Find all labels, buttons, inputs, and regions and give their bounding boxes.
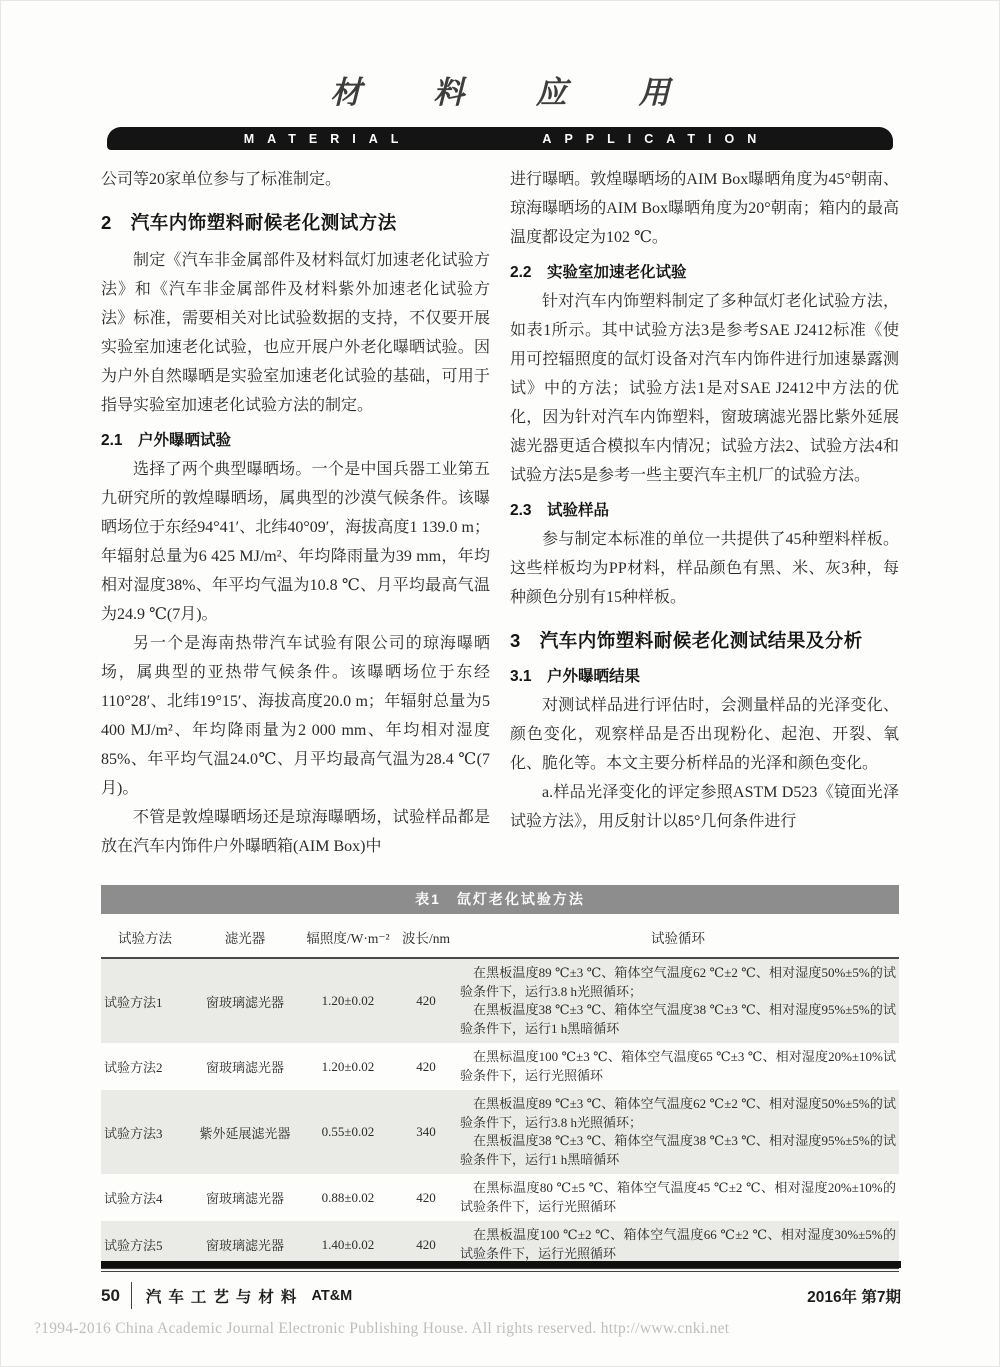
cell-wavelength: 420 bbox=[416, 1236, 436, 1252]
heading-section-3: 3 汽车内饰塑料耐候老化测试结果及分析 bbox=[510, 630, 863, 651]
column-header-filter: 滤光器 bbox=[189, 917, 301, 958]
article-body bbox=[1, 165, 999, 861]
cell-wavelength: 420 bbox=[416, 993, 436, 1008]
cell-method: 试验方法3 bbox=[104, 1125, 163, 1141]
paragraph-continuation: 进行曝晒。敦煌曝晒场的AIM Box曝晒角度为45°朝南、琼海曝晒场的AIM Box曝晒角度为20°朝南；箱内的最高温度都设定为102 ℃。 bbox=[510, 171, 899, 246]
cell-wavelength: 420 bbox=[416, 1058, 436, 1074]
cell-filter: 窗玻璃滤光器 bbox=[205, 1060, 284, 1075]
cell-method: 试验方法2 bbox=[104, 1060, 163, 1075]
paragraph-lab-methods: 针对汽车内饰塑料制定了多种氙灯老化试验方法，如表1所示。其中试验方法3是参考SAE J2412标准《使用可控辐照度的氙灯设备对汽车内饰件进行加速暴露测试》中的方法；试验方法1是对SAE J2412中方法的优化，因为针对汽车内饰塑料，窗玻璃滤光器比紫外延展滤光器更适合模拟车内情况；试验方法2、试验方法4和试验方法5是参考一些主要汽车主机厂的试验方法。 bbox=[510, 293, 899, 484]
column-header-method: 试验方法 bbox=[101, 917, 189, 958]
cell-cycle bbox=[457, 1043, 899, 1090]
column-header-cycle: 试验循环 bbox=[457, 917, 899, 958]
footer-divider bbox=[131, 1282, 132, 1309]
cell-method: 试验方法5 bbox=[104, 1238, 163, 1253]
section-banner bbox=[107, 127, 893, 150]
cycle-phase: 在黑标温度100 ℃±3 ℃、箱体空气温度65 ℃±3 ℃、相对湿度20%±10%试验条件下，运行光照循环 bbox=[460, 1049, 896, 1083]
cycle-phase: 在黑板温度89 ℃±3 ℃、箱体空气温度62 ℃±2 ℃、相对湿度50%±5%的试验条件下，运行3.8 h光照循环； bbox=[460, 965, 896, 999]
cell-irradiance: 1.40±0.02 bbox=[321, 1236, 375, 1252]
journal-abbreviation: AT&M bbox=[311, 1287, 353, 1304]
paragraph-site-dunhuang: 选择了两个典型曝晒场。一个是中国兵器工业第五九研究所的敦煌曝晒场，属典型的沙漠气候条件。该曝晒场位于东经94°41′、北纬40°09′，海拔高度1 139.0 m；年辐射总量为6 425 MJ/m²、年均降雨量为39 mm，年均相对湿度38%、年平均气温为10.8 ℃、月平均最高气温为24.9 ℃(7月)。 bbox=[101, 461, 490, 623]
copyright-line: ?1994-2016 China Academic Journal Electronic Publishing House. All rights reserved. http://www.cnki.net bbox=[34, 1320, 730, 1337]
cell-cycle bbox=[457, 1174, 899, 1221]
column-header-wavelength: 波长/nm bbox=[395, 917, 457, 958]
page-title: 材 料 应 用 bbox=[330, 75, 702, 110]
journal-name: 汽车工艺与材料 bbox=[145, 1288, 304, 1306]
paragraph-samples: 参与制定本标准的单位一共提供了45种塑料样板。这些样板均为PP材料，样品颜色有黑、米、灰3种，每种颜色分别有15种样板。 bbox=[510, 531, 899, 606]
cell-cycle bbox=[457, 1090, 899, 1174]
cell-cycle bbox=[457, 958, 899, 1043]
table-section bbox=[101, 885, 899, 1272]
cycle-phase: 在黑板温度38 ℃±3 ℃、箱体空气温度38 ℃±3 ℃、相对湿度95%±5%的试验条件下，运行1 h黑暗循环 bbox=[460, 1133, 896, 1167]
table-row bbox=[101, 1043, 899, 1090]
cell-irradiance: 1.20±0.02 bbox=[321, 1058, 375, 1074]
footer-rule bbox=[101, 1261, 901, 1268]
heading-section-2-1: 2.1 户外曝晒试验 bbox=[101, 432, 232, 449]
paragraph-evaluation: 对测试样品进行评估时，会测量样品的光泽变化、颜色变化，观察样品是否出现粉化、起泡、开裂、氧化、脆化等。本文主要分析样品的光泽和颜色变化。 bbox=[510, 697, 899, 772]
column-header-irradiance: 辐照度/W·m⁻² bbox=[301, 917, 395, 958]
banner-material-label: MATERIAL bbox=[243, 131, 412, 146]
issue-label: 2016年 第7期 bbox=[807, 1288, 901, 1306]
cycle-phase: 在黑板温度100 ℃±2 ℃、箱体空气温度66 ℃±2 ℃、相对湿度30%±5%的试验条件下，运行光照循环 bbox=[460, 1227, 896, 1261]
paragraph-intro: 公司等20家单位参与了标准制定。 bbox=[101, 171, 342, 188]
cell-irradiance: 0.55±0.02 bbox=[321, 1124, 375, 1139]
cycle-phase: 在黑板温度89 ℃±3 ℃、箱体空气温度62 ℃±2 ℃、相对湿度50%±5%的试验条件下，运行3.8 h光照循环； bbox=[460, 1096, 896, 1130]
table-row bbox=[101, 1090, 899, 1174]
xenon-aging-table bbox=[101, 917, 899, 1272]
paragraph-gloss: a.样品光泽变化的评定参照ASTM D523《镜面光泽试验方法》，用反射计以85°几何条件进行 bbox=[510, 784, 899, 830]
heading-section-3-1: 3.1 户外曝晒结果 bbox=[510, 668, 641, 685]
cell-irradiance: 1.20±0.02 bbox=[321, 993, 375, 1008]
heading-section-2-2: 2.2 实验室加速老化试验 bbox=[510, 264, 687, 281]
column-left bbox=[101, 165, 490, 861]
cycle-phase: 在黑板温度38 ℃±3 ℃、箱体空气温度38 ℃±3 ℃、相对湿度95%±5%的试验条件下，运行1 h黑暗循环 bbox=[460, 1002, 896, 1036]
cell-filter: 紫外延展滤光器 bbox=[199, 1125, 291, 1141]
heading-section-2-3: 2.3 试验样品 bbox=[510, 502, 610, 519]
table-row bbox=[101, 958, 899, 1043]
banner-application-label: APPLICATION bbox=[542, 131, 770, 146]
paragraph-standards: 制定《汽车非金属部件及材料氙灯加速老化试验方法》和《汽车非金属部件及材料紫外加速老化试验方法》标准，需要相关对比试验数据的支持，不仅要开展实验室加速老化试验，也应开展户外老化曝晒试验。因为户外自然曝晒是实验室加速老化试验的基础，可用于指导实验室加速老化试验方法的制定。 bbox=[101, 252, 490, 414]
cell-filter: 窗玻璃滤光器 bbox=[205, 1238, 284, 1253]
cell-filter: 窗玻璃滤光器 bbox=[205, 1191, 284, 1206]
cell-filter: 窗玻璃滤光器 bbox=[205, 994, 284, 1010]
cell-method: 试验方法1 bbox=[104, 994, 163, 1010]
masthead bbox=[1, 1, 999, 150]
paragraph-site-qionghai: 另一个是海南热带汽车试验有限公司的琼海曝晒场，属典型的亚热带气候条件。该曝晒场位于东经110°28′、北纬19°15′、海拔高度20.0 m；年辐射总量为5 400 MJ/m²、年均降雨量为2 000 mm、年均相对湿度85%、年平均气温24.0℃、月平均最高气温为28.4 ℃(7月)。 bbox=[101, 635, 490, 797]
footer bbox=[101, 1282, 901, 1309]
page-number: 50 bbox=[101, 1285, 120, 1305]
cycle-phase: 在黑标温度80 ℃±5 ℃、箱体空气温度45 ℃±2 ℃、相对湿度20%±10%的试验条件下，运行光照循环 bbox=[460, 1180, 896, 1214]
cell-wavelength: 340 bbox=[416, 1124, 436, 1139]
cell-wavelength: 420 bbox=[416, 1189, 436, 1205]
heading-section-2: 2 汽车内饰塑料耐候老化测试方法 bbox=[101, 212, 397, 233]
table-header-row bbox=[101, 917, 899, 958]
paragraph-aimbox: 不管是敦煌曝晒场还是琼海曝晒场，试验样品都是放在汽车内饰件户外曝晒箱(AIM Box)中 bbox=[101, 809, 490, 855]
table-title: 表1 氙灯老化试验方法 bbox=[101, 885, 899, 914]
cell-method: 试验方法4 bbox=[104, 1191, 163, 1206]
cell-irradiance: 0.88±0.02 bbox=[321, 1189, 375, 1205]
table-row bbox=[101, 1174, 899, 1221]
column-right bbox=[510, 165, 899, 861]
